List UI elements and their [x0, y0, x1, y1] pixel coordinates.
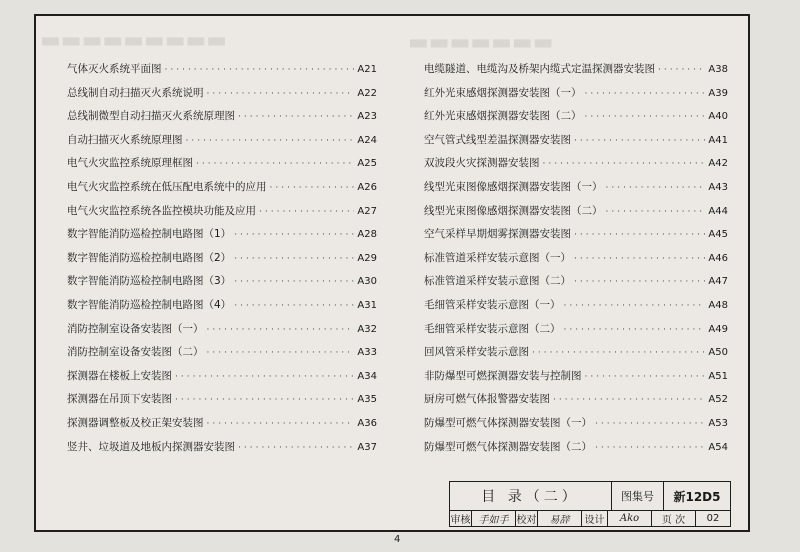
- review-label: 审核: [450, 510, 472, 526]
- toc-entry[interactable]: [67, 82, 377, 106]
- toc-entry[interactable]: [67, 58, 377, 82]
- entry-page: A26: [357, 181, 377, 193]
- dot-leader: [574, 224, 705, 248]
- toc-entry[interactable]: [67, 341, 377, 365]
- title-block: [449, 481, 731, 527]
- toc-entry[interactable]: [67, 318, 377, 342]
- atlas-number: 新12D5: [673, 489, 721, 504]
- page-label: 页 次: [652, 510, 696, 526]
- dot-leader: [553, 389, 705, 413]
- dot-leader: [595, 437, 705, 461]
- sheet-title: 目 录（二）: [450, 482, 612, 510]
- dot-leader: [175, 366, 354, 390]
- check-signature: 易辞: [538, 510, 582, 526]
- entry-page: A39: [708, 87, 728, 99]
- design-signature: Ako: [608, 510, 652, 526]
- dot-leader: [564, 319, 706, 343]
- toc-left-column: [67, 58, 377, 459]
- entry-title: 回风管采样安装示意图: [424, 346, 529, 359]
- dot-leader: [585, 106, 706, 130]
- toc-entry[interactable]: [67, 247, 377, 271]
- review-signature: 手如手: [472, 510, 516, 526]
- entry-title: 线型光束图像感烟探测器安装图（二）: [424, 204, 603, 217]
- entry-page: A35: [357, 394, 377, 406]
- entry-title: 厨房可燃气体报警器安装图: [424, 393, 550, 406]
- entry-title: 空气采样早期烟雾探测器安装图: [424, 228, 571, 241]
- entry-page: A36: [357, 417, 377, 429]
- entry-page: A23: [357, 111, 377, 123]
- toc-entry[interactable]: [424, 58, 728, 82]
- dot-leader: [238, 437, 354, 461]
- entry-page: A44: [708, 205, 728, 217]
- toc-entry[interactable]: [67, 436, 377, 460]
- dot-leader: [234, 295, 354, 319]
- entry-page: A48: [708, 299, 728, 311]
- entry-page: A29: [357, 252, 377, 264]
- dot-leader: [196, 153, 354, 177]
- dot-leader: [574, 130, 705, 154]
- toc-entry[interactable]: [67, 105, 377, 129]
- title-block-top-row: [450, 482, 730, 511]
- entry-title: 非防爆型可燃探测器安装与控制图: [424, 369, 582, 382]
- toc-entry[interactable]: [424, 318, 728, 342]
- entry-title: 毛细管采样安装示意图（一）: [424, 298, 561, 311]
- dot-leader: [207, 83, 355, 107]
- entry-title: 电气火灾监控系统各监控模块功能及应用: [67, 204, 256, 217]
- entry-title: 探测器在楼板上安装图: [67, 369, 172, 382]
- toc-right-column: [424, 58, 728, 459]
- entry-page: A31: [357, 299, 377, 311]
- entry-page: A30: [357, 276, 377, 288]
- dot-leader: [585, 366, 706, 390]
- dot-leader: [606, 177, 706, 201]
- check-label: 校对: [516, 510, 538, 526]
- entry-page: A47: [708, 276, 728, 288]
- dot-leader: [234, 224, 354, 248]
- toc-entry[interactable]: [424, 200, 728, 224]
- toc-entry[interactable]: [67, 152, 377, 176]
- entry-title: 气体灭火系统平面图: [67, 63, 162, 75]
- entry-title: 探测器调整板及校正架安装图: [67, 416, 204, 429]
- entry-title: 自动扫描灭火系统原理图: [67, 133, 183, 146]
- dot-leader: [234, 271, 354, 295]
- dot-leader: [207, 319, 355, 343]
- dot-leader: [543, 153, 706, 177]
- entry-title: 电气火灾监控系统原理框图: [67, 157, 193, 170]
- toc-entry[interactable]: [424, 388, 728, 412]
- toc-entry[interactable]: [424, 129, 728, 153]
- toc-entry[interactable]: [424, 152, 728, 176]
- entry-page: A21: [357, 64, 377, 75]
- toc-entry[interactable]: [424, 294, 728, 318]
- design-label: 设计: [582, 510, 608, 526]
- entry-page: A50: [708, 347, 728, 359]
- toc-entry[interactable]: [67, 365, 377, 389]
- entry-page: A32: [357, 323, 377, 335]
- entry-page: A28: [357, 229, 377, 241]
- entry-page: A46: [708, 252, 728, 264]
- entry-title: 探测器在吊顶下安装图: [67, 393, 172, 406]
- dot-leader: [238, 106, 354, 130]
- entry-page: A37: [357, 441, 377, 453]
- entry-page: A33: [357, 347, 377, 359]
- entry-page: A38: [708, 64, 728, 75]
- toc-entry[interactable]: [424, 247, 728, 271]
- entry-title: 数字智能消防巡检控制电路图（4）: [67, 298, 232, 311]
- dot-leader: [532, 342, 705, 366]
- entry-title: 毛细管采样安装示意图（二）: [424, 322, 561, 335]
- entry-title: 消防控制室设备安装图（一）: [67, 322, 204, 335]
- toc-entry[interactable]: [67, 200, 377, 224]
- entry-title: 消防控制室设备安装图（二）: [67, 346, 204, 359]
- dot-leader: [585, 83, 706, 107]
- entry-title: 竖井、垃圾道及地板内探测器安装图: [67, 440, 235, 453]
- dot-leader: [574, 271, 705, 295]
- book-page-number: 4: [394, 534, 401, 545]
- toc-entry[interactable]: [67, 176, 377, 200]
- entry-title: 总线制自动扫描灭火系统说明: [67, 86, 204, 99]
- dot-leader: [207, 342, 355, 366]
- toc-entry[interactable]: [424, 365, 728, 389]
- entry-title: 防爆型可燃气体探测器安装图（一）: [424, 416, 592, 429]
- entry-title: 电气火灾监控系统在低压配电系统中的应用: [67, 180, 267, 193]
- title-block-bottom-row: [450, 510, 730, 526]
- dot-leader: [658, 59, 705, 83]
- toc-entry[interactable]: [67, 412, 377, 436]
- entry-page: A52: [708, 394, 728, 406]
- toc-entry[interactable]: [424, 341, 728, 365]
- entry-page: A27: [357, 205, 377, 217]
- toc-entry[interactable]: [67, 129, 377, 153]
- toc-entry[interactable]: [67, 388, 377, 412]
- entry-title: 空气管式线型差温探测器安装图: [424, 133, 571, 146]
- entry-page: A53: [708, 417, 728, 429]
- entry-page: A40: [708, 111, 728, 123]
- entry-title: 数字智能消防巡检控制电路图（2）: [67, 251, 232, 264]
- entry-title: 防爆型可燃气体探测器安装图（二）: [424, 440, 592, 453]
- entry-page: A34: [357, 370, 377, 382]
- entry-title: 标准管道采样安装示意图（二）: [424, 275, 571, 288]
- dot-leader: [595, 413, 705, 437]
- entry-title: 电缆隧道、电缆沟及桥架内缆式定温探测器安装图: [424, 63, 655, 75]
- entry-title: 双波段火灾探测器安装图: [424, 157, 540, 170]
- entry-page: A24: [357, 134, 377, 146]
- entry-page: A41: [708, 134, 728, 146]
- toc-entry[interactable]: [67, 294, 377, 318]
- entry-title: 红外光束感烟探测器安装图（一）: [424, 86, 582, 99]
- toc-entry[interactable]: [67, 270, 377, 294]
- dot-leader: [165, 59, 355, 83]
- toc-entry[interactable]: [424, 176, 728, 200]
- entry-page: A43: [708, 181, 728, 193]
- entry-title: 线型光束图像感烟探测器安装图（一）: [424, 180, 603, 193]
- dot-leader: [207, 413, 355, 437]
- toc-entry[interactable]: [424, 82, 728, 106]
- dot-leader: [259, 201, 354, 225]
- toc-entry[interactable]: [424, 436, 728, 460]
- entry-page: A45: [708, 229, 728, 241]
- entry-title: 数字智能消防巡检控制电路图（1）: [67, 228, 232, 241]
- entry-title: 红外光束感烟探测器安装图（二）: [424, 110, 582, 123]
- toc-entry[interactable]: [424, 223, 728, 247]
- dot-leader: [574, 248, 705, 272]
- toc-entry[interactable]: [424, 105, 728, 129]
- dot-leader: [186, 130, 355, 154]
- sheet-page-number: 02: [706, 512, 720, 524]
- entry-page: A51: [708, 370, 728, 382]
- entry-page: A49: [708, 323, 728, 335]
- entry-page: A42: [708, 158, 728, 170]
- entry-page: A54: [708, 441, 728, 453]
- dot-leader: [234, 248, 354, 272]
- atlas-label: 图集号: [612, 482, 664, 510]
- entry-title: 数字智能消防巡检控制电路图（3）: [67, 275, 232, 288]
- toc-entry[interactable]: [424, 412, 728, 436]
- dot-leader: [606, 201, 706, 225]
- toc-entry[interactable]: [67, 223, 377, 247]
- dot-leader: [564, 295, 706, 319]
- toc-entry[interactable]: [424, 270, 728, 294]
- entry-page: A22: [357, 87, 377, 99]
- dot-leader: [270, 177, 355, 201]
- entry-title: 标准管道采样安装示意图（一）: [424, 251, 571, 264]
- entry-title: 总线制微型自动扫描灭火系统原理图: [67, 110, 235, 123]
- dot-leader: [175, 389, 354, 413]
- entry-page: A25: [357, 158, 377, 170]
